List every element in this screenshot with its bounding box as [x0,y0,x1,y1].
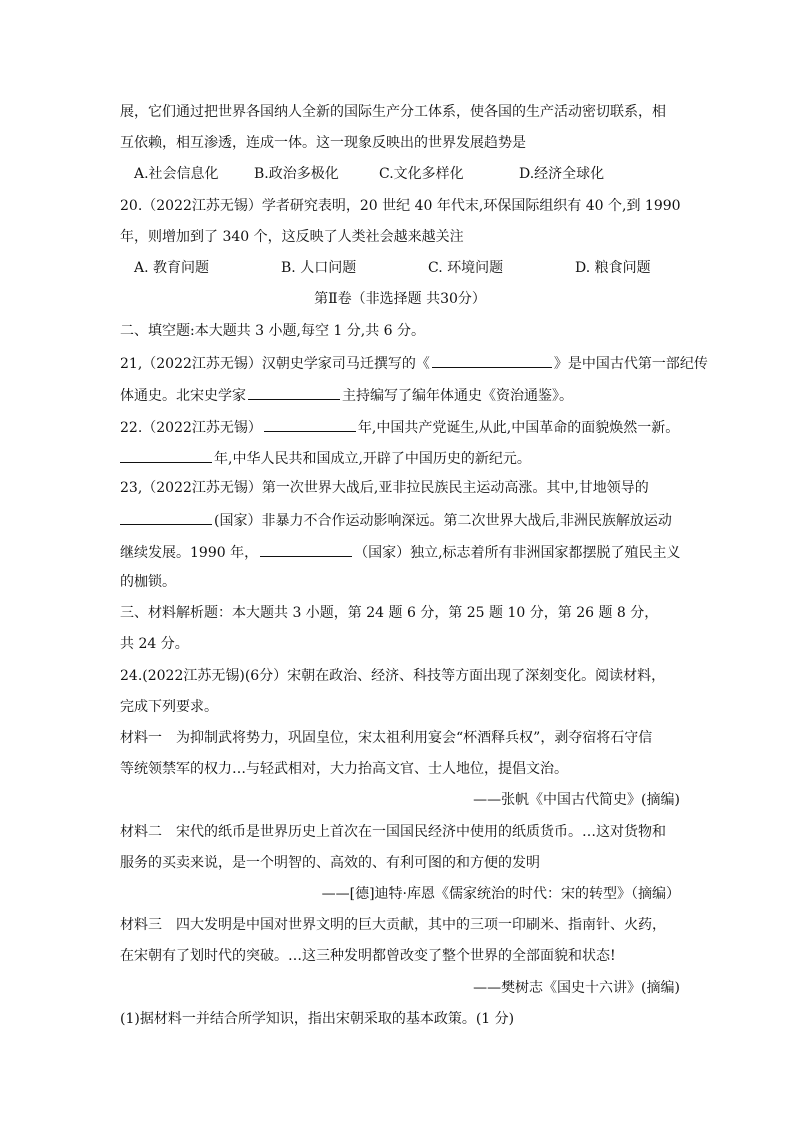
q20-option-d: D. 粮食问题 [575,260,651,276]
q21-blank-2[interactable] [248,384,340,400]
q23-part2: (国家）非暴力不合作运动影响深远。第二次世界大战后,非洲民族解放运动 [214,513,672,529]
q21-part3: 体通史。北宋史学家 [120,388,246,404]
q22-part3: 年,中华人民共和国成立,开辟了中国历史的新纪元。 [214,451,531,467]
q21-line2 [120,384,680,406]
q20-option-a: A. 教育问题 [134,260,210,276]
material-1-source: ——张帆《中国古代简史》(摘编) [473,792,680,808]
q24-intro-line1: 24.(2022江苏无锡)(6分）宋朝在政治、经济、科技等方面出现了深刻变化。阅读材料， [120,668,666,684]
q23-blank-2[interactable] [260,541,352,557]
q23-part3: 继续发展。1990 年， [120,545,259,561]
q20-text-line1: 20.（2022江苏无锡）学者研究表明，20 世纪 40 年代末,环保国际组织有 40 个,到 1990 [120,198,681,214]
q19-option-d: D.经济全球化 [519,166,605,182]
q22-blank-1[interactable] [264,416,356,432]
q19-option-a: A.社会信息化 [134,166,219,182]
material-1-line1: 材料一 为抑制武将势力，巩固皇位，宋太祖利用宴会“杯酒释兵权”，剥夺宿将石守信 [120,730,653,746]
q19-option-b: B.政治多极化 [254,166,339,182]
material-2-line1: 材料二 宋代的纸币是世界历史上首次在一国国民经济中使用的纸质货币。…这对货物和 [120,824,666,840]
q19-text-line2: 互依赖，相互渗透，连成一体。这一现象反映出的世界发展趋势是 [120,135,526,151]
q23-line4: 的枷锁。 [120,574,176,590]
material-2-source: ——[德]迪特·库恩《儒家统治的时代：宋的转型》（摘编） [321,886,680,902]
q21-part1: 21,（2022江苏无锡）汉朝史学家司马迁撰写的《 [120,356,430,372]
q24-sub1: (1)据材料一并结合所学知识，指出宋朝采取的基本政策。(1 分) [120,1011,515,1027]
q22-line2 [120,447,680,469]
section-2-heading: 第Ⅱ卷（非选择题 共30分） [314,291,486,307]
q21-part4: 主持编写了编年体通史《资治通鉴》。 [342,388,573,404]
q21-part2: 》是中国古代第一部纪传 [553,356,708,372]
material-section-header-line2: 共 24 分。 [120,636,189,652]
material-2-line2: 服务的买卖来说，是一个明智的、高效的、有利可图的和方便的发明 [120,855,540,871]
q22-part2: 年,中国共产党诞生,从此,中国革命的面貌焕然一新。 [357,420,680,436]
q23-part4: （国家）独立,标志着所有非洲国家都摆脱了殖民主义 [354,545,681,561]
material-3-line1: 材料三 四大发明是中国对世界文明的巨大贡献，其中的三项一印刷米、指南针、火药， [120,917,666,933]
q22-blank-2[interactable] [120,447,212,463]
q24-intro-line2: 完成下列要求。 [120,699,218,715]
material-3-source: ——樊树志《国史十六讲》(摘编) [473,980,680,996]
q23-line3 [120,541,680,563]
q19-text-line1: 展，它们通过把世界各国纳人全新的国际生产分工体系，使各国的生产活动密切联系，相 [120,104,666,120]
q23-line2 [120,509,680,531]
material-3-line2: 在宋朝有了划时代的突破。…这三种发明都曾改变了整个世界的全部面貌和状态! [120,948,616,964]
q22-line1 [120,416,680,438]
q21-line1 [120,352,708,374]
q21-blank-1[interactable] [432,352,552,368]
q20-option-c: C. 环境问题 [428,260,504,276]
fill-section-header: 二、填空题:本大题共 3 小题,每空 1 分,共 6 分。 [120,323,426,339]
q19-option-c: C.文化多样化 [379,166,464,182]
q20-text-line2: 年，则增加到了 340 个，这反映了人类社会越来越关注 [120,229,464,245]
q20-option-b: B. 人口问题 [281,260,357,276]
q22-part1: 22.（2022江苏无锡） [120,420,262,436]
q23-line1: 23,（2022江苏无锡）第一次世界大战后,亚非拉民族民主运动高涨。其中,甘地领导的 [120,480,649,496]
q23-blank-1[interactable] [120,509,212,525]
material-section-header-line1: 三、材料解析题：本大题共 3 小题，第 24 题 6 分，第 25 题 10 分，第 26 题 8 分， [120,605,659,621]
material-1-line2: 等统领禁军的权力…与轻武相对，大力抬高文官、士人地位，提倡文治。 [120,761,568,777]
